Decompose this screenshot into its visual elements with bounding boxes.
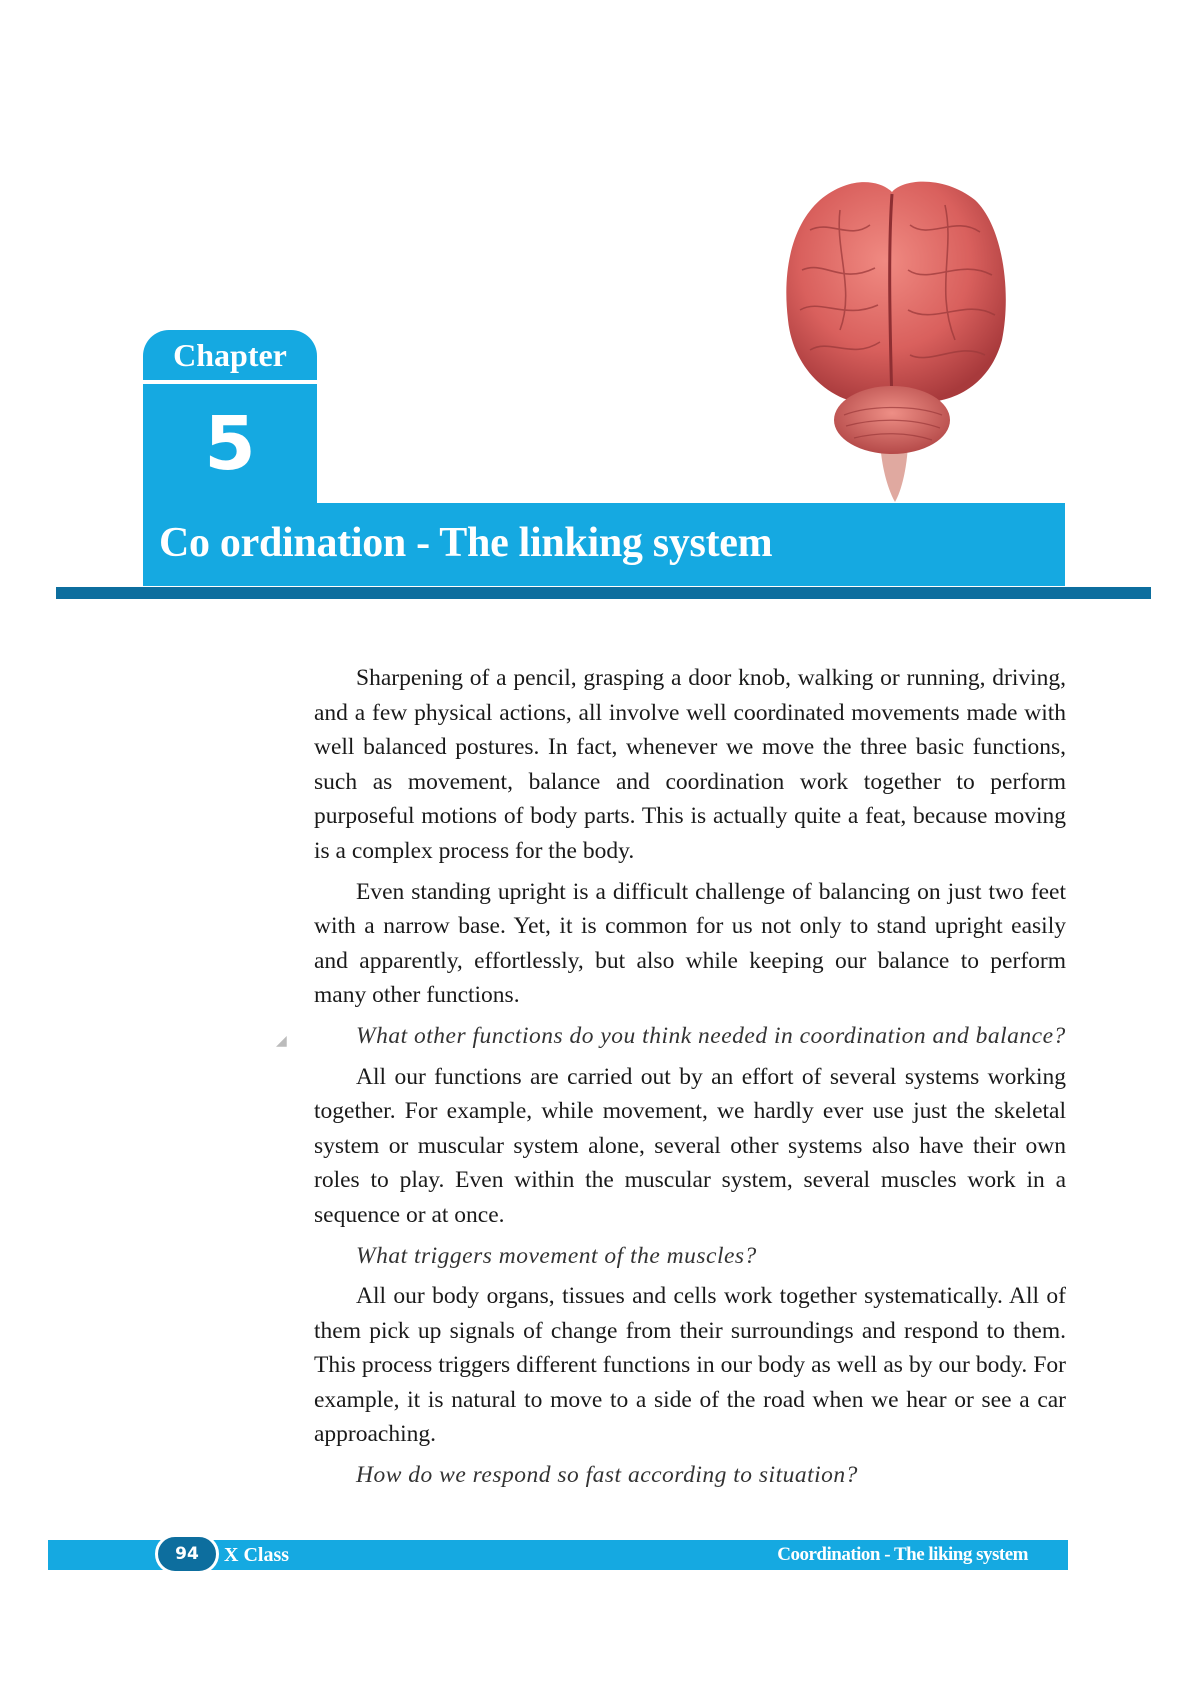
paragraph: All our functions are carried out by an effort of several systems working together. For example, while movement, we hardly ever use just the skeletal system or muscular system alone, several other systems also have their own roles to play. Even within the muscular system, several muscles work in a sequence or at once. bbox=[314, 1063, 1066, 1228]
chapter-title-band bbox=[143, 503, 1065, 586]
triangle-bullet-icon: ◢ bbox=[276, 1033, 287, 1049]
question-paragraph: How do we respond so fast according to situation? bbox=[356, 1462, 858, 1489]
paragraph: Even standing upright is a difficult challenge of balancing on just two feet with a narrow base. Yet, it is common for us not only to stand upright easily and apparently, effortlessly, but also while keeping our balance to perform many other functions. bbox=[314, 878, 1066, 1009]
question-paragraph: What triggers movement of the muscles? bbox=[356, 1242, 757, 1269]
brain-image bbox=[780, 170, 1010, 505]
paragraph: Sharpening of a pencil, grasping a door knob, walking or running, driving, and a few physical actions, all involve well coordinated movements made with well balanced postures. In fact, whenever we move the three basic functions, such as movement, balance and coordination work together to perform purposeful motions of body parts. This is actually quite a feat, because moving is a complex process for the body. bbox=[314, 665, 1066, 864]
paragraph: All our body organs, tissues and cells work together systematically. All of them pick up signals of change from their surroundings and respond to them. This process triggers different functions in our body as well as by our body. For example, it is natural to move to a side of the road when we hear or see a car approaching. bbox=[314, 1283, 1066, 1448]
page-number-badge: 94 bbox=[155, 1534, 219, 1574]
question-paragraph: What other functions do you think needed in coordination and balance? bbox=[356, 1022, 1066, 1049]
body-text bbox=[276, 661, 1066, 1499]
chapter-title: Co ordination - The linking system bbox=[159, 520, 773, 566]
chapter-number: 5 bbox=[143, 384, 317, 504]
footer-chapter-title: Coordination - The liking system bbox=[777, 1544, 1028, 1565]
title-underline-rule bbox=[56, 587, 1151, 599]
footer-band bbox=[48, 1540, 1068, 1570]
footer-class-label: X Class bbox=[224, 1544, 290, 1566]
chapter-label: Chapter bbox=[143, 330, 317, 380]
